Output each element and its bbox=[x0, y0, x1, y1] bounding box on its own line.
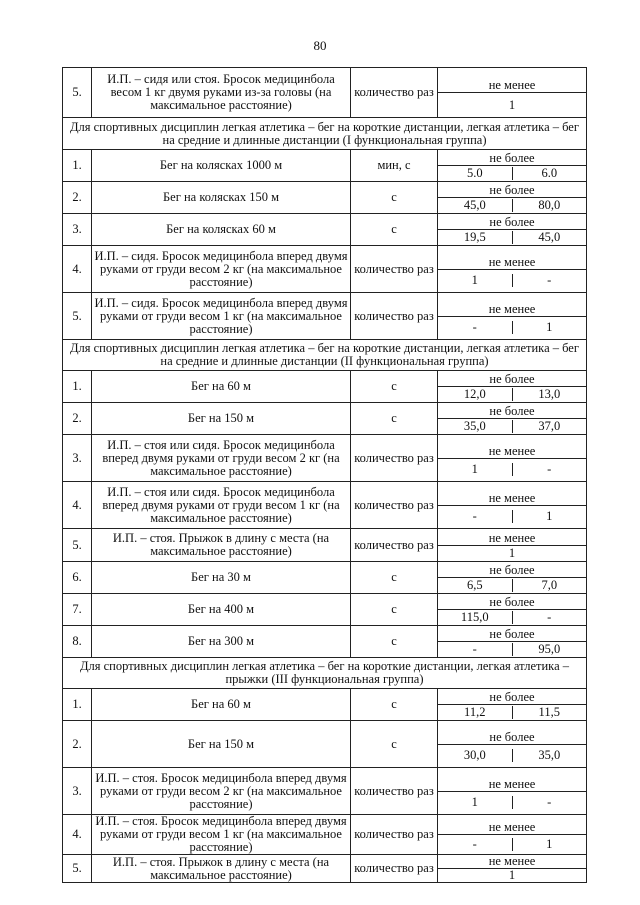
value-single: 1 bbox=[508, 868, 516, 882]
value-first: - bbox=[472, 320, 477, 335]
row-number: 6. bbox=[63, 562, 92, 594]
value-second: 13,0 bbox=[512, 388, 587, 401]
value-qualifier: не менее bbox=[438, 435, 586, 459]
values-cell bbox=[438, 68, 587, 118]
unit-cell: с bbox=[351, 721, 438, 768]
value-second: 1 bbox=[512, 838, 587, 851]
value-second: 1 bbox=[512, 321, 587, 334]
test-name: И.П. – стоя или сидя. Бросок медицинбола вперед двумя руками от груди весом 2 кг (на максимальное расстояние) bbox=[92, 435, 351, 482]
value-first: 1 bbox=[471, 462, 478, 477]
value-qualifier: не более bbox=[438, 721, 586, 745]
value-qualifier: не более bbox=[438, 150, 586, 166]
value-first: 11,2 bbox=[464, 705, 486, 719]
values-cell bbox=[438, 246, 587, 293]
row-number: 3. bbox=[63, 768, 92, 815]
values-cell bbox=[438, 721, 587, 768]
table-row bbox=[63, 768, 587, 815]
table-row bbox=[63, 482, 587, 529]
value-qualifier: не менее bbox=[438, 68, 586, 93]
test-name: Бег на 400 м bbox=[92, 594, 351, 626]
value-first: 115,0 bbox=[460, 610, 489, 624]
values-cell bbox=[438, 626, 587, 658]
table-row bbox=[63, 721, 587, 768]
unit-cell: с bbox=[351, 371, 438, 403]
unit-cell: количество раз bbox=[351, 68, 438, 118]
table-row bbox=[63, 68, 587, 118]
table-row bbox=[63, 529, 587, 562]
section-row bbox=[63, 118, 587, 150]
table-row bbox=[63, 371, 587, 403]
unit-cell: с bbox=[351, 182, 438, 214]
value-second: 80,0 bbox=[512, 199, 587, 212]
value-qualifier: не более bbox=[438, 214, 586, 230]
row-number: 5. bbox=[63, 68, 92, 118]
table-row bbox=[63, 150, 587, 182]
value-second: - bbox=[512, 274, 587, 287]
value-second: 11,5 bbox=[512, 706, 587, 719]
value-qualifier: не менее bbox=[438, 815, 586, 835]
value-qualifier: не менее bbox=[438, 482, 586, 506]
value-qualifier: не менее bbox=[438, 529, 586, 546]
unit-cell: количество раз bbox=[351, 246, 438, 293]
values-cell bbox=[438, 371, 587, 403]
row-number: 1. bbox=[63, 689, 92, 721]
row-number: 2. bbox=[63, 403, 92, 435]
value-second: 45,0 bbox=[512, 231, 587, 244]
table-row bbox=[63, 293, 587, 340]
standards-table bbox=[62, 67, 587, 883]
value-qualifier: не более bbox=[438, 371, 586, 387]
value-first: 30,0 bbox=[463, 748, 486, 763]
value-first: 35,0 bbox=[463, 419, 486, 433]
test-name: И.П. – стоя. Бросок медицинбола вперед двумя руками от груди весом 2 кг (на максимальное расстояние) bbox=[92, 768, 351, 815]
value-qualifier: не более bbox=[438, 403, 586, 419]
row-number: 3. bbox=[63, 214, 92, 246]
values-cell bbox=[438, 214, 587, 246]
value-first: 1 bbox=[471, 795, 478, 810]
test-name: И.П. – сидя. Бросок медицинбола вперед двумя руками от груди весом 1 кг (на максимальное расстояние) bbox=[92, 293, 351, 340]
value-qualifier: не более bbox=[438, 562, 586, 578]
row-number: 5. bbox=[63, 529, 92, 562]
values-cell bbox=[438, 529, 587, 562]
test-name: Бег на 150 м bbox=[92, 403, 351, 435]
value-qualifier: не более bbox=[438, 689, 586, 705]
value-qualifier: не менее bbox=[438, 768, 586, 792]
test-name: И.П. – стоя. Бросок медицинбола вперед двумя руками от груди весом 1 кг (на максимальное расстояние) bbox=[92, 815, 351, 855]
row-number: 5. bbox=[63, 855, 92, 883]
value-qualifier: не менее bbox=[438, 855, 586, 869]
table-row bbox=[63, 594, 587, 626]
row-number: 3. bbox=[63, 435, 92, 482]
values-cell bbox=[438, 815, 587, 855]
unit-cell: с bbox=[351, 562, 438, 594]
value-second: 1 bbox=[512, 510, 587, 523]
values-cell bbox=[438, 562, 587, 594]
table-row bbox=[63, 855, 587, 883]
values-cell bbox=[438, 855, 587, 883]
value-second: 35,0 bbox=[512, 749, 587, 762]
value-first: 12,0 bbox=[463, 387, 486, 401]
value-first: 45,0 bbox=[463, 198, 486, 212]
test-name: И.П. – стоя или сидя. Бросок медицинбола вперед двумя руками от груди весом 1 кг (на максимальное расстояние) bbox=[92, 482, 351, 529]
unit-cell: количество раз bbox=[351, 435, 438, 482]
section-heading: Для спортивных дисциплин легкая атлетика – бег на короткие дистанции, легкая атлетика – бег на средние и длинные дистанции (II функциональная группа) bbox=[63, 340, 587, 371]
test-name: Бег на колясках 60 м bbox=[92, 214, 351, 246]
value-second: 7,0 bbox=[512, 579, 587, 592]
test-name: Бег на 60 м bbox=[92, 371, 351, 403]
unit-cell: с bbox=[351, 626, 438, 658]
table-row bbox=[63, 403, 587, 435]
page-number: 80 bbox=[313, 38, 327, 53]
value-second: - bbox=[512, 463, 587, 476]
section-heading: Для спортивных дисциплин легкая атлетика – бег на короткие дистанции, легкая атлетика – бег на средние и длинные дистанции (I функциональная группа) bbox=[63, 118, 587, 150]
value-second: - bbox=[512, 611, 587, 624]
unit-cell: с bbox=[351, 403, 438, 435]
row-number: 5. bbox=[63, 293, 92, 340]
test-name: И.П. – сидя или стоя. Бросок медицинбола весом 1 кг двумя руками из-за головы (на максимальное расстояние) bbox=[92, 68, 351, 118]
table-row bbox=[63, 214, 587, 246]
section-row bbox=[63, 658, 587, 689]
row-number: 4. bbox=[63, 482, 92, 529]
value-first: - bbox=[472, 642, 477, 656]
value-second: 95,0 bbox=[512, 643, 587, 656]
unit-cell: с bbox=[351, 689, 438, 721]
values-cell bbox=[438, 150, 587, 182]
value-first: 6,5 bbox=[466, 578, 483, 592]
test-name: Бег на 30 м bbox=[92, 562, 351, 594]
table-row bbox=[63, 815, 587, 855]
unit-cell: мин, с bbox=[351, 150, 438, 182]
row-number: 4. bbox=[63, 815, 92, 855]
row-number: 1. bbox=[63, 150, 92, 182]
unit-cell: количество раз bbox=[351, 529, 438, 562]
section-row bbox=[63, 340, 587, 371]
value-second: 6.0 bbox=[512, 167, 587, 180]
values-cell bbox=[438, 435, 587, 482]
row-number: 2. bbox=[63, 182, 92, 214]
value-second: - bbox=[512, 796, 587, 809]
table-row bbox=[63, 246, 587, 293]
value-second: 37,0 bbox=[512, 420, 587, 433]
table-row bbox=[63, 435, 587, 482]
unit-cell: с bbox=[351, 594, 438, 626]
unit-cell: с bbox=[351, 214, 438, 246]
test-name: Бег на 150 м bbox=[92, 721, 351, 768]
unit-cell: количество раз bbox=[351, 855, 438, 883]
value-qualifier: не более bbox=[438, 182, 586, 198]
value-first: - bbox=[472, 509, 477, 524]
unit-cell: количество раз bbox=[351, 768, 438, 815]
value-qualifier: не менее bbox=[438, 246, 586, 270]
values-cell bbox=[438, 403, 587, 435]
row-number: 2. bbox=[63, 721, 92, 768]
table-row bbox=[63, 689, 587, 721]
test-name: Бег на колясках 150 м bbox=[92, 182, 351, 214]
unit-cell: количество раз bbox=[351, 293, 438, 340]
values-cell bbox=[438, 768, 587, 815]
values-cell bbox=[438, 182, 587, 214]
test-name: Бег на 300 м bbox=[92, 626, 351, 658]
table-row bbox=[63, 562, 587, 594]
value-first: - bbox=[472, 837, 477, 851]
value-qualifier: не более bbox=[438, 626, 586, 642]
value-single: 1 bbox=[508, 97, 516, 112]
row-number: 1. bbox=[63, 371, 92, 403]
test-name: И.П. – сидя. Бросок медицинбола вперед двумя руками от груди весом 2 кг (на максимальное расстояние) bbox=[92, 246, 351, 293]
value-qualifier: не менее bbox=[438, 293, 586, 317]
values-cell bbox=[438, 689, 587, 721]
table-row bbox=[63, 626, 587, 658]
row-number: 4. bbox=[63, 246, 92, 293]
section-heading: Для спортивных дисциплин легкая атлетика – бег на короткие дистанции, легкая атлетика – прыжки (III функциональная группа) bbox=[63, 658, 587, 689]
values-cell bbox=[438, 293, 587, 340]
test-name: Бег на 60 м bbox=[92, 689, 351, 721]
test-name: И.П. – стоя. Прыжок в длину с места (на максимальное расстояние) bbox=[92, 529, 351, 562]
row-number: 8. bbox=[63, 626, 92, 658]
value-first: 1 bbox=[471, 273, 478, 288]
table-row bbox=[63, 182, 587, 214]
test-name: Бег на колясках 1000 м bbox=[92, 150, 351, 182]
unit-cell: количество раз bbox=[351, 815, 438, 855]
value-first: 19,5 bbox=[463, 230, 486, 244]
values-cell bbox=[438, 594, 587, 626]
value-qualifier: не более bbox=[438, 594, 586, 610]
test-name: И.П. – стоя. Прыжок в длину с места (на максимальное расстояние) bbox=[92, 855, 351, 883]
row-number: 7. bbox=[63, 594, 92, 626]
unit-cell: количество раз bbox=[351, 482, 438, 529]
value-first: 5.0 bbox=[466, 166, 483, 180]
values-cell bbox=[438, 482, 587, 529]
value-single: 1 bbox=[508, 545, 516, 560]
